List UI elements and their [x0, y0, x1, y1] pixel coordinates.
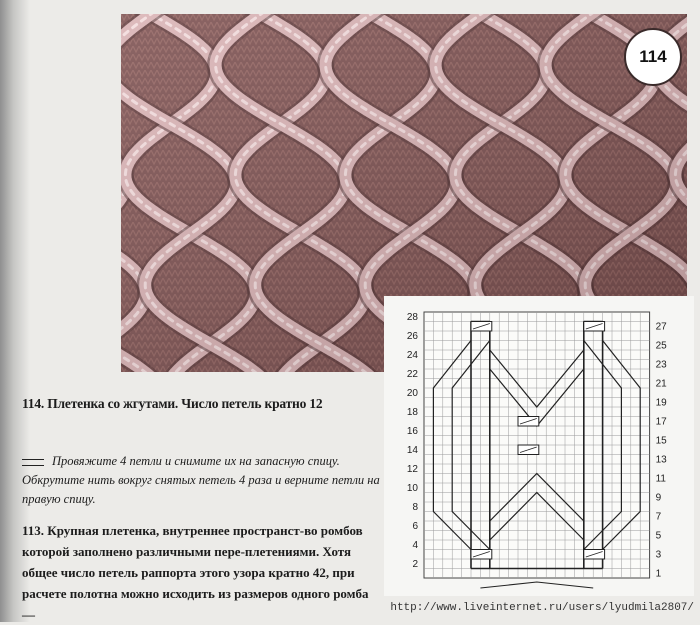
- chart-row-label-right: 9: [655, 492, 662, 504]
- pattern-number-badge: 114: [624, 28, 682, 86]
- chart-row-label-right: 19: [655, 397, 667, 409]
- chart-row-label-right: 15: [655, 435, 667, 447]
- chart-row-label-right: 25: [655, 340, 667, 352]
- chart-row-label-left: 18: [406, 406, 418, 418]
- knitting-chart: [384, 296, 694, 596]
- chart-row-label-right: 3: [655, 549, 662, 561]
- chart-row-label-left: 2: [412, 558, 418, 570]
- next-pattern-description: 113. Крупная плетенка, внутреннее пространст-во ромбов которой заполнено различными пере-плетениями. Хотя общее число петель раппорта этого узора кратно 42, при расчете полотна можно исходить из размеров одного ромба —: [22, 523, 369, 622]
- chart-row-label-left: 12: [406, 463, 418, 475]
- instruction-text: Провяжите 4 петли и снимите их на запасную спицу. Обкрутите нить вокруг снятых петель 4 раза и верните петли на правую спицу.: [22, 454, 380, 506]
- cable-symbol-icon: [22, 459, 44, 466]
- pattern-title: 114. Плетенка со жгутами. Число петель кратно 12: [22, 396, 323, 411]
- chart-row-label-left: 28: [406, 311, 418, 323]
- chart-row-label-left: 20: [406, 387, 418, 399]
- chart-row-label-right: 13: [655, 454, 667, 466]
- chart-row-label-left: 10: [406, 482, 418, 494]
- chart-row-label-left: 8: [412, 501, 418, 513]
- chart-row-label-left: 16: [406, 425, 418, 437]
- chart-row-label-right: 11: [655, 473, 666, 485]
- instruction-block: [22, 452, 382, 509]
- chart-row-label-left: 24: [406, 349, 418, 361]
- chart-row-label-right: 21: [655, 378, 667, 390]
- chart-row-label-left: 14: [406, 444, 418, 456]
- chart-row-label-right: 27: [655, 321, 667, 333]
- source-url: http://www.liveinternet.ru/users/lyudmila2807/: [390, 602, 694, 614]
- chart-row-label-right: 7: [655, 511, 662, 523]
- chart-row-label-right: 17: [655, 416, 667, 428]
- repeat-bracket: [480, 582, 593, 588]
- chart-row-label-right: 23: [655, 359, 667, 371]
- chart-row-label-left: 26: [406, 330, 418, 342]
- chart-row-label-left: 4: [412, 539, 418, 551]
- chart-row-label-right: 5: [655, 530, 662, 542]
- chart-row-label-left: 22: [406, 368, 418, 380]
- chart-row-label-left: 6: [412, 520, 418, 532]
- chart-row-label-right: 1: [655, 568, 662, 580]
